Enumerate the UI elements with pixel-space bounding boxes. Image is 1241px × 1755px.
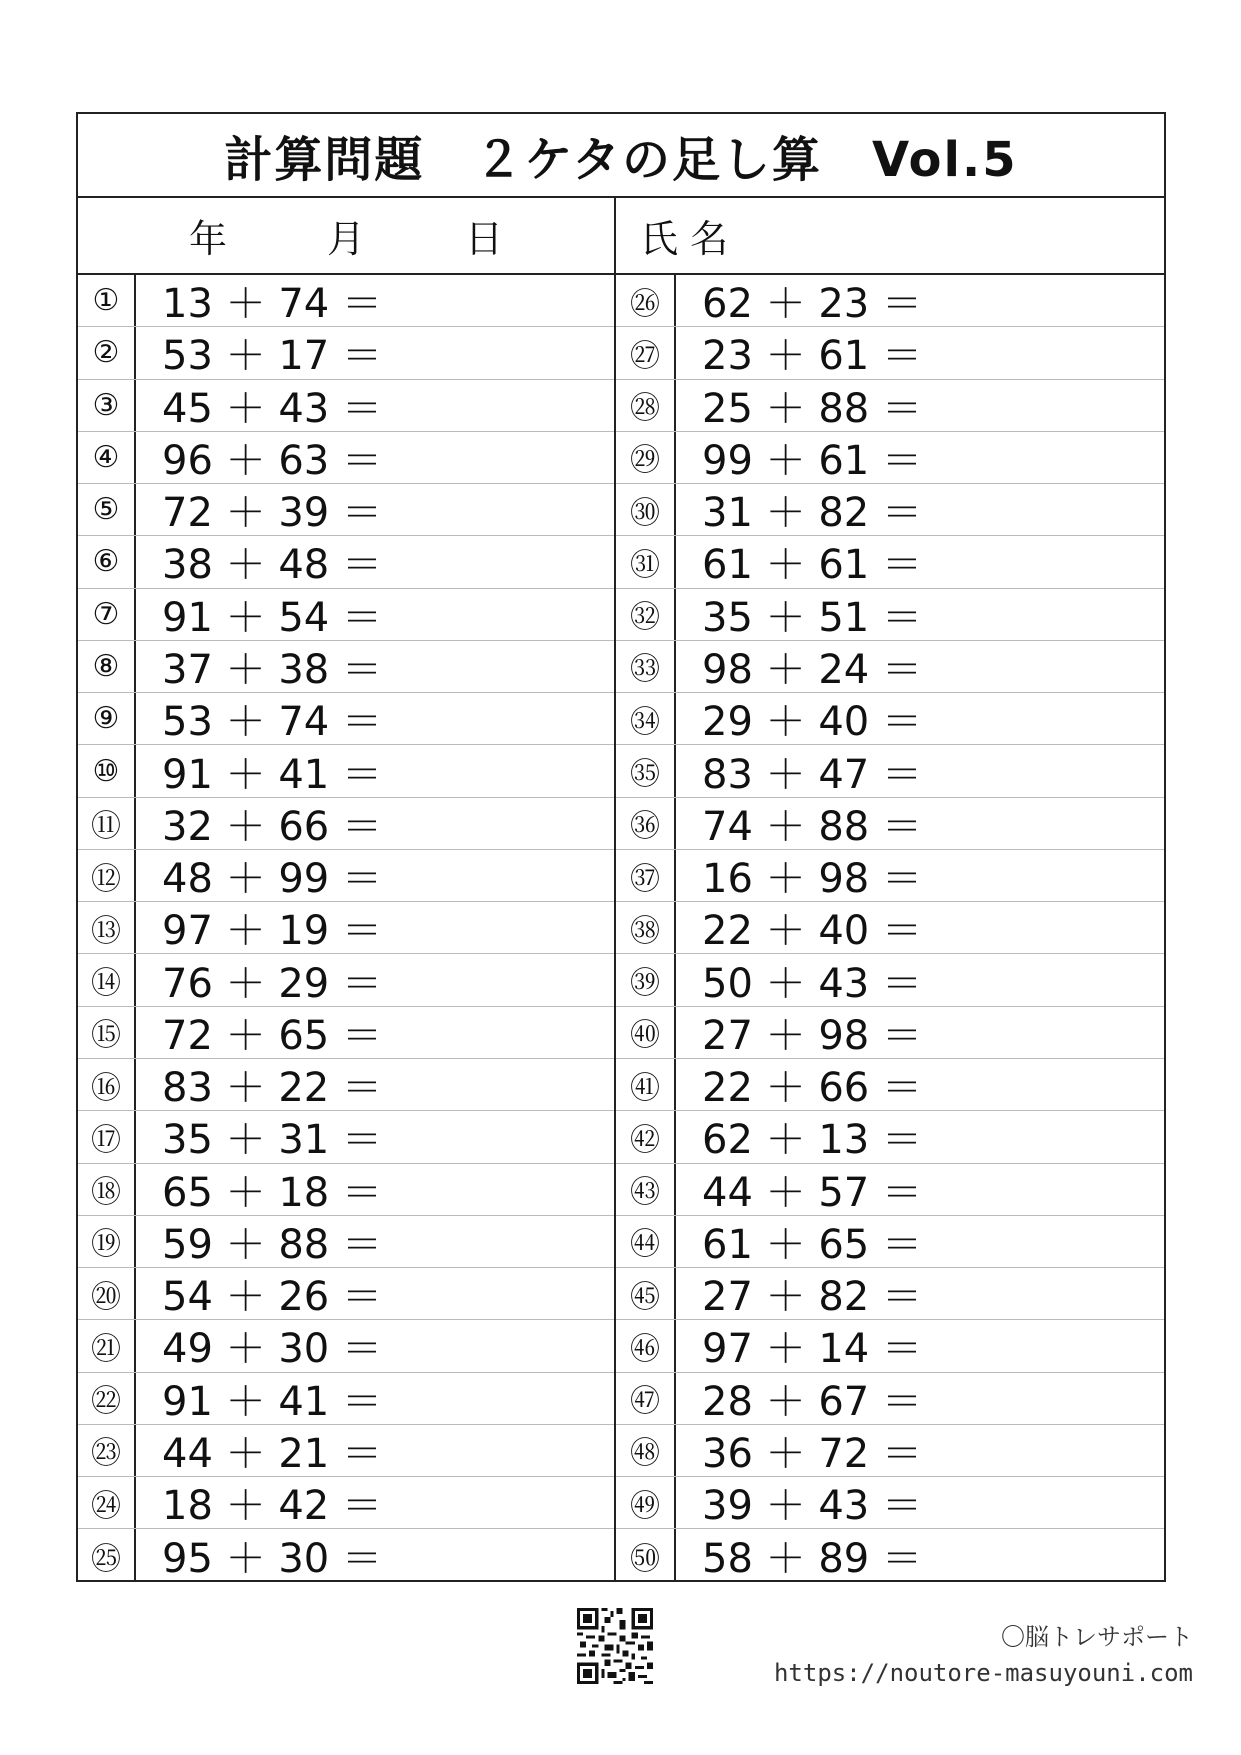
problem-row bbox=[78, 1216, 614, 1268]
problem-number: ㉗ bbox=[616, 327, 676, 378]
problem-number: ⑬ bbox=[78, 902, 136, 953]
problem-number: ㊿ bbox=[616, 1529, 676, 1581]
problem-number: ㉒ bbox=[78, 1373, 136, 1424]
problem-number: ㉜ bbox=[616, 589, 676, 640]
problem-number: ㉙ bbox=[616, 432, 676, 483]
problem-row bbox=[616, 1425, 1164, 1477]
problem-number: ② bbox=[78, 327, 136, 378]
problem-number: ㊳ bbox=[616, 902, 676, 953]
problem-number: ㊲ bbox=[616, 850, 676, 901]
problem-number: ① bbox=[78, 275, 136, 326]
problem-row bbox=[78, 798, 614, 850]
name-field[interactable] bbox=[616, 198, 1164, 273]
problem-number: ㊱ bbox=[616, 798, 676, 849]
problem-row bbox=[78, 1111, 614, 1163]
problem-row bbox=[78, 641, 614, 693]
problem-row bbox=[78, 745, 614, 797]
problem-row bbox=[78, 1164, 614, 1216]
day-label: 日 bbox=[465, 217, 504, 261]
problem-expression[interactable]: 59 ＋ 88 ＝ bbox=[162, 1221, 382, 1268]
problem-expression[interactable]: 91 ＋ 41 ＝ bbox=[162, 751, 382, 798]
problem-row bbox=[616, 1007, 1164, 1059]
problem-expression[interactable]: 27 ＋ 98 ＝ bbox=[702, 1012, 922, 1059]
problem-expression[interactable]: 45 ＋ 43 ＝ bbox=[162, 385, 382, 432]
problem-row bbox=[78, 1425, 614, 1477]
problem-number: ㊾ bbox=[616, 1477, 676, 1528]
problem-expression[interactable]: 95 ＋ 30 ＝ bbox=[162, 1536, 382, 1583]
problem-number: ⑯ bbox=[78, 1059, 136, 1110]
problem-row bbox=[616, 1268, 1164, 1320]
problem-expression[interactable]: 22 ＋ 66 ＝ bbox=[702, 1065, 922, 1112]
problem-row bbox=[78, 1268, 614, 1320]
info-row bbox=[78, 198, 1164, 275]
name-label: 氏 名 bbox=[640, 217, 729, 261]
problem-row bbox=[78, 1059, 614, 1111]
date-field[interactable] bbox=[78, 198, 616, 273]
problem-expression[interactable]: 91 ＋ 54 ＝ bbox=[162, 594, 382, 641]
problem-row bbox=[78, 693, 614, 745]
problem-number: ⑫ bbox=[78, 850, 136, 901]
problem-number: ㊽ bbox=[616, 1425, 676, 1476]
problem-expression[interactable]: 72 ＋ 39 ＝ bbox=[162, 490, 382, 537]
problem-number: ⑨ bbox=[78, 693, 136, 744]
problem-row bbox=[616, 954, 1164, 1006]
problem-number: ㉛ bbox=[616, 536, 676, 587]
problem-expression[interactable]: 97 ＋ 19 ＝ bbox=[162, 908, 382, 955]
problem-row bbox=[616, 850, 1164, 902]
problem-number: ㊶ bbox=[616, 1059, 676, 1110]
problem-row bbox=[616, 275, 1164, 327]
problem-row bbox=[616, 1059, 1164, 1111]
problem-expression[interactable]: 54 ＋ 26 ＝ bbox=[162, 1274, 382, 1321]
problem-expression[interactable]: 99 ＋ 61 ＝ bbox=[702, 437, 922, 484]
problem-expression[interactable]: 65 ＋ 18 ＝ bbox=[162, 1169, 382, 1216]
problem-expression[interactable]: 98 ＋ 24 ＝ bbox=[702, 647, 922, 693]
problem-row bbox=[616, 589, 1164, 641]
problem-expression[interactable]: 36 ＋ 72 ＝ bbox=[702, 1430, 922, 1477]
problem-number: ⑰ bbox=[78, 1111, 136, 1162]
problem-expression[interactable]: 58 ＋ 89 ＝ bbox=[702, 1536, 922, 1583]
problem-column-right bbox=[616, 275, 1164, 1582]
problem-number: ㊻ bbox=[616, 1320, 676, 1371]
problem-expression[interactable]: 18 ＋ 42 ＝ bbox=[162, 1483, 382, 1530]
problem-row bbox=[78, 1007, 614, 1059]
problem-expression[interactable]: 61 ＋ 61 ＝ bbox=[702, 542, 922, 589]
problem-expression[interactable]: 39 ＋ 43 ＝ bbox=[702, 1483, 922, 1530]
problem-expression[interactable]: 48 ＋ 99 ＝ bbox=[162, 856, 382, 903]
problem-number: ⑳ bbox=[78, 1268, 136, 1319]
problem-number: ⑤ bbox=[78, 484, 136, 535]
problem-number: ③ bbox=[78, 380, 136, 431]
problem-row bbox=[616, 327, 1164, 379]
problem-expression[interactable]: 53 ＋ 17 ＝ bbox=[162, 333, 382, 380]
problem-row bbox=[616, 693, 1164, 745]
problem-expression[interactable]: 32 ＋ 66 ＝ bbox=[162, 803, 382, 850]
problem-number: ⑭ bbox=[78, 954, 136, 1005]
problem-row bbox=[78, 589, 614, 641]
problem-number: ㊴ bbox=[616, 954, 676, 1005]
problem-expression[interactable]: 44 ＋ 57 ＝ bbox=[702, 1169, 922, 1216]
problem-number: ㊵ bbox=[616, 1007, 676, 1058]
problem-number: ⑮ bbox=[78, 1007, 136, 1058]
problem-row bbox=[616, 1320, 1164, 1372]
problem-number: ㊷ bbox=[616, 1111, 676, 1162]
problem-number: ㉑ bbox=[78, 1320, 136, 1371]
problem-number: ⑪ bbox=[78, 798, 136, 849]
problem-row bbox=[616, 1529, 1164, 1581]
problem-expression[interactable]: 74 ＋ 88 ＝ bbox=[702, 803, 922, 850]
problem-row bbox=[78, 1320, 614, 1372]
problem-number: ㉕ bbox=[78, 1529, 136, 1581]
problem-expression[interactable]: 72 ＋ 65 ＝ bbox=[162, 1012, 382, 1059]
problem-expression[interactable]: 13 ＋ 74 ＝ bbox=[162, 281, 382, 328]
problem-row bbox=[78, 380, 614, 432]
problem-number: ⑲ bbox=[78, 1216, 136, 1267]
problem-expression[interactable]: 83 ＋ 22 ＝ bbox=[162, 1065, 382, 1112]
problem-row bbox=[616, 380, 1164, 432]
problem-expression[interactable]: 37 ＋ 38 ＝ bbox=[162, 647, 382, 693]
problem-row bbox=[616, 1373, 1164, 1425]
problem-expression[interactable]: 28 ＋ 67 ＝ bbox=[702, 1378, 922, 1425]
problem-expression[interactable]: 96 ＋ 63 ＝ bbox=[162, 437, 382, 484]
problem-expression[interactable]: 29 ＋ 40 ＝ bbox=[702, 699, 922, 746]
problem-expression[interactable]: 62 ＋ 23 ＝ bbox=[702, 281, 922, 328]
problem-row bbox=[78, 327, 614, 379]
problem-expression[interactable]: 83 ＋ 47 ＝ bbox=[702, 751, 922, 798]
problem-expression[interactable]: 27 ＋ 82 ＝ bbox=[702, 1274, 922, 1321]
problem-row bbox=[78, 536, 614, 588]
problem-row bbox=[616, 1164, 1164, 1216]
worksheet bbox=[76, 112, 1166, 1582]
problem-expression[interactable]: 50 ＋ 43 ＝ bbox=[702, 960, 922, 1007]
problem-row bbox=[78, 1373, 614, 1425]
problem-grid bbox=[78, 275, 1164, 1582]
problem-number: ㊺ bbox=[616, 1268, 676, 1319]
problem-expression[interactable]: 38 ＋ 48 ＝ bbox=[162, 542, 382, 589]
problem-number: ㉟ bbox=[616, 745, 676, 796]
problem-expression[interactable]: 76 ＋ 29 ＝ bbox=[162, 960, 382, 1007]
problem-number: ㉔ bbox=[78, 1477, 136, 1528]
problem-row bbox=[616, 536, 1164, 588]
problem-row bbox=[616, 1111, 1164, 1163]
problem-number: ⑧ bbox=[78, 641, 136, 692]
problem-row bbox=[78, 484, 614, 536]
problem-expression[interactable]: 25 ＋ 88 ＝ bbox=[702, 385, 922, 432]
problem-row bbox=[616, 745, 1164, 797]
problem-number: ⑱ bbox=[78, 1164, 136, 1215]
problem-row bbox=[616, 1477, 1164, 1529]
problem-row bbox=[78, 432, 614, 484]
problem-number: ⑩ bbox=[78, 745, 136, 796]
problem-expression[interactable]: 49 ＋ 30 ＝ bbox=[162, 1326, 382, 1373]
problem-row bbox=[78, 1477, 614, 1529]
title-row bbox=[78, 114, 1164, 198]
problem-number: ㊹ bbox=[616, 1216, 676, 1267]
problem-number: ④ bbox=[78, 432, 136, 483]
problem-expression[interactable]: 97 ＋ 14 ＝ bbox=[702, 1326, 922, 1373]
problem-row bbox=[78, 954, 614, 1006]
problem-expression[interactable]: 31 ＋ 82 ＝ bbox=[702, 490, 922, 537]
problem-row bbox=[78, 902, 614, 954]
problem-row bbox=[616, 484, 1164, 536]
problem-number: ㉓ bbox=[78, 1425, 136, 1476]
problem-number: ㊼ bbox=[616, 1373, 676, 1424]
problem-number: ⑦ bbox=[78, 589, 136, 640]
problem-number: ㉘ bbox=[616, 380, 676, 431]
problem-number: ㉞ bbox=[616, 693, 676, 744]
problem-column-left bbox=[78, 275, 616, 1582]
problem-number: ㉚ bbox=[616, 484, 676, 535]
year-label: 年 bbox=[188, 217, 227, 261]
problem-expression[interactable]: 35 ＋ 51 ＝ bbox=[702, 594, 922, 641]
problem-expression[interactable]: 91 ＋ 41 ＝ bbox=[162, 1378, 382, 1425]
problem-row bbox=[78, 275, 614, 327]
problem-expression[interactable]: 61 ＋ 65 ＝ bbox=[702, 1221, 922, 1268]
problem-expression[interactable]: 44 ＋ 21 ＝ bbox=[162, 1430, 382, 1477]
brand-name: 〇脳トレサポート bbox=[1001, 1623, 1193, 1651]
problem-expression[interactable]: 62 ＋ 13 ＝ bbox=[702, 1117, 922, 1164]
problem-row bbox=[78, 850, 614, 902]
problem-expression[interactable]: 53 ＋ 74 ＝ bbox=[162, 699, 382, 746]
problem-row bbox=[616, 641, 1164, 693]
problem-row bbox=[616, 798, 1164, 850]
problem-row bbox=[616, 1216, 1164, 1268]
problem-row bbox=[78, 1529, 614, 1581]
problem-expression[interactable]: 23 ＋ 61 ＝ bbox=[702, 333, 922, 380]
problem-row bbox=[616, 432, 1164, 484]
problem-expression[interactable]: 35 ＋ 31 ＝ bbox=[162, 1117, 382, 1164]
problem-expression[interactable]: 16 ＋ 98 ＝ bbox=[702, 856, 922, 903]
problem-row bbox=[616, 902, 1164, 954]
problem-number: ⑥ bbox=[78, 536, 136, 587]
qr-code-icon bbox=[577, 1608, 653, 1684]
problem-number: ㊸ bbox=[616, 1164, 676, 1215]
problem-number: ㉖ bbox=[616, 275, 676, 326]
worksheet-title: 計算問題 ２ケタの足し算 Vol.5 bbox=[224, 131, 1018, 188]
site-url-link[interactable]: https://noutore-masuyouni.com bbox=[773, 1659, 1193, 1687]
month-label: 月 bbox=[326, 217, 365, 261]
problem-expression[interactable]: 22 ＋ 40 ＝ bbox=[702, 908, 922, 955]
problem-number: ㉝ bbox=[616, 641, 676, 692]
